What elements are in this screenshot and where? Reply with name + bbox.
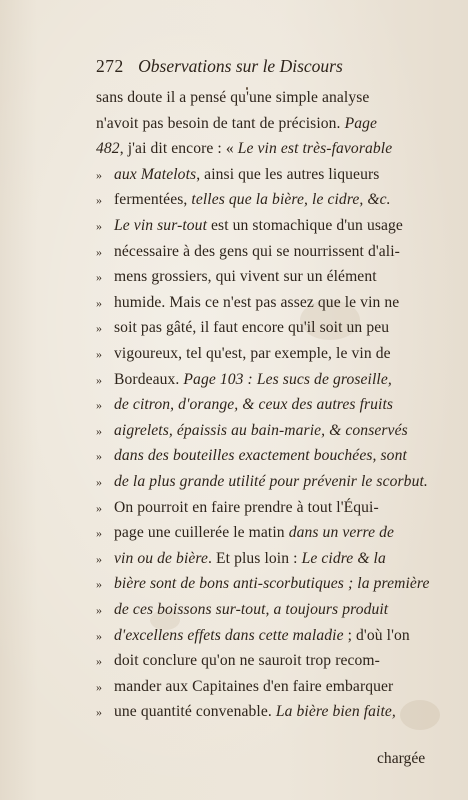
foxing-stain [400,700,440,730]
text-segment: page une cuillerée le matin [114,524,289,542]
italic-segment: aigrelets, épaissis au bain-marie, & conservés [114,421,408,439]
text-segment: . Et plus loin : [208,549,302,567]
text-line [96,342,391,366]
quotation-mark: » [96,500,103,515]
italic-segment: dans un verre de [288,524,395,542]
text-line [96,496,379,520]
text-line [96,470,428,494]
quotation-mark: » [96,577,103,592]
italic-segment: 482 [96,140,120,158]
italic-segment: dans des bouteilles exactement bouchées, sont [114,447,407,465]
quotation-mark: » [96,321,103,336]
text-line [96,214,403,238]
text-segment: sans doute il a pensé qu'une simple analyse [96,89,370,106]
text-line [96,112,377,136]
quotation-mark: » [96,167,103,182]
italic-segment: Le cidre & la [301,549,386,567]
text-line [96,521,394,545]
italic-segment: de la plus grande utilité pour prévenir le scorbut. [114,473,428,490]
catchword: chargée [377,750,426,767]
text-line [96,265,377,289]
text-segment: doit conclure qu'on ne sauroit trop recom- [114,652,380,670]
quotation-mark: » [96,270,103,285]
text-segment: une quantité convenable. [114,703,276,721]
text-segment: , ainsi que les autres liqueurs [196,165,380,183]
text-segment: Bordeaux. [114,370,184,388]
text-segment: vigoureux, tel qu'est, par exemple, le vin de [114,345,391,362]
text-segment: mens grossiers, qui vivent sur un élément [114,268,377,286]
text-line [96,86,369,110]
quotation-mark: » [96,705,103,720]
quotation-mark: » [96,347,103,361]
text-line [96,572,430,596]
quotation-mark: » [96,219,103,233]
text-line [96,137,392,161]
text-line [96,547,386,571]
text-line [96,675,393,699]
quotation-mark: » [96,603,103,617]
italic-segment: Le vin est très-favorable [237,140,393,158]
text-segment: , j'ai dit encore : « [119,140,238,158]
text-line [96,598,388,622]
italic-segment: Le vin sur-tout [114,217,208,234]
text-line [96,368,392,392]
quotation-mark: » [96,372,103,387]
text-line [96,419,408,443]
quotation-mark: » [96,526,103,541]
quotation-mark: » [96,475,103,489]
quotation-mark: » [96,423,103,438]
quotation-mark: » [96,398,103,413]
italic-segment: telles que la bière, le cidre, &c. [191,191,391,209]
text-line [96,649,380,673]
text-segment: ; d'où l'on [343,626,410,644]
text-segment: humide. Mais ce n'est pas assez que le vin ne [114,293,400,311]
italic-segment: de citron, d'orange, & ceux des autres fruits [114,396,394,414]
quotation-mark: » [96,244,103,259]
text-line [96,624,410,648]
text-line [96,316,389,340]
text-segment: est un stomachique d'un usage [207,217,403,234]
quotation-mark: » [96,295,103,310]
italic-segment: de ces boissons sur-tout, a toujours produit [114,601,389,618]
quotation-mark: » [96,193,103,208]
running-title: Observations sur le Discours [138,56,343,76]
text-line [96,188,391,212]
text-segment: soit pas gâté, il faut encore qu'il soit un peu [114,319,390,337]
quotation-mark: » [96,551,103,566]
text-segment: fermentées, [114,191,192,209]
page-number: 272 [96,56,124,76]
text-line [96,291,399,315]
italic-segment: vin ou de bière [114,549,209,567]
text-segment: n'avoit pas besoin de tant de précision. [96,114,345,132]
text-line [96,393,393,417]
italic-segment: Page [344,114,378,132]
quotation-mark: » [96,654,103,669]
italic-segment: Page 103 : Les sucs de groseille, [183,370,392,388]
italic-segment: aux Matelots [114,165,197,183]
quotation-mark: » [96,679,103,694]
text-line [96,240,400,264]
quotation-mark: » [96,628,103,643]
italic-segment: bière sont de bons anti-scorbutiques ; la première [114,575,430,593]
quotation-mark: » [96,449,103,464]
page-header [96,52,446,80]
italic-segment: La bière bien faite, [275,703,396,721]
text-segment: On pourroit en faire prendre à tout l'Équi- [114,498,379,516]
italic-segment: d'excellens effets dans cette maladie [114,626,344,644]
text-line [96,444,407,468]
text-segment: mander aux Capitaines d'en faire embarquer [114,677,394,695]
text-segment: nécessaire à des gens qui se nourrissent d'ali- [114,242,400,260]
text-line [96,700,396,724]
text-line [96,163,379,187]
